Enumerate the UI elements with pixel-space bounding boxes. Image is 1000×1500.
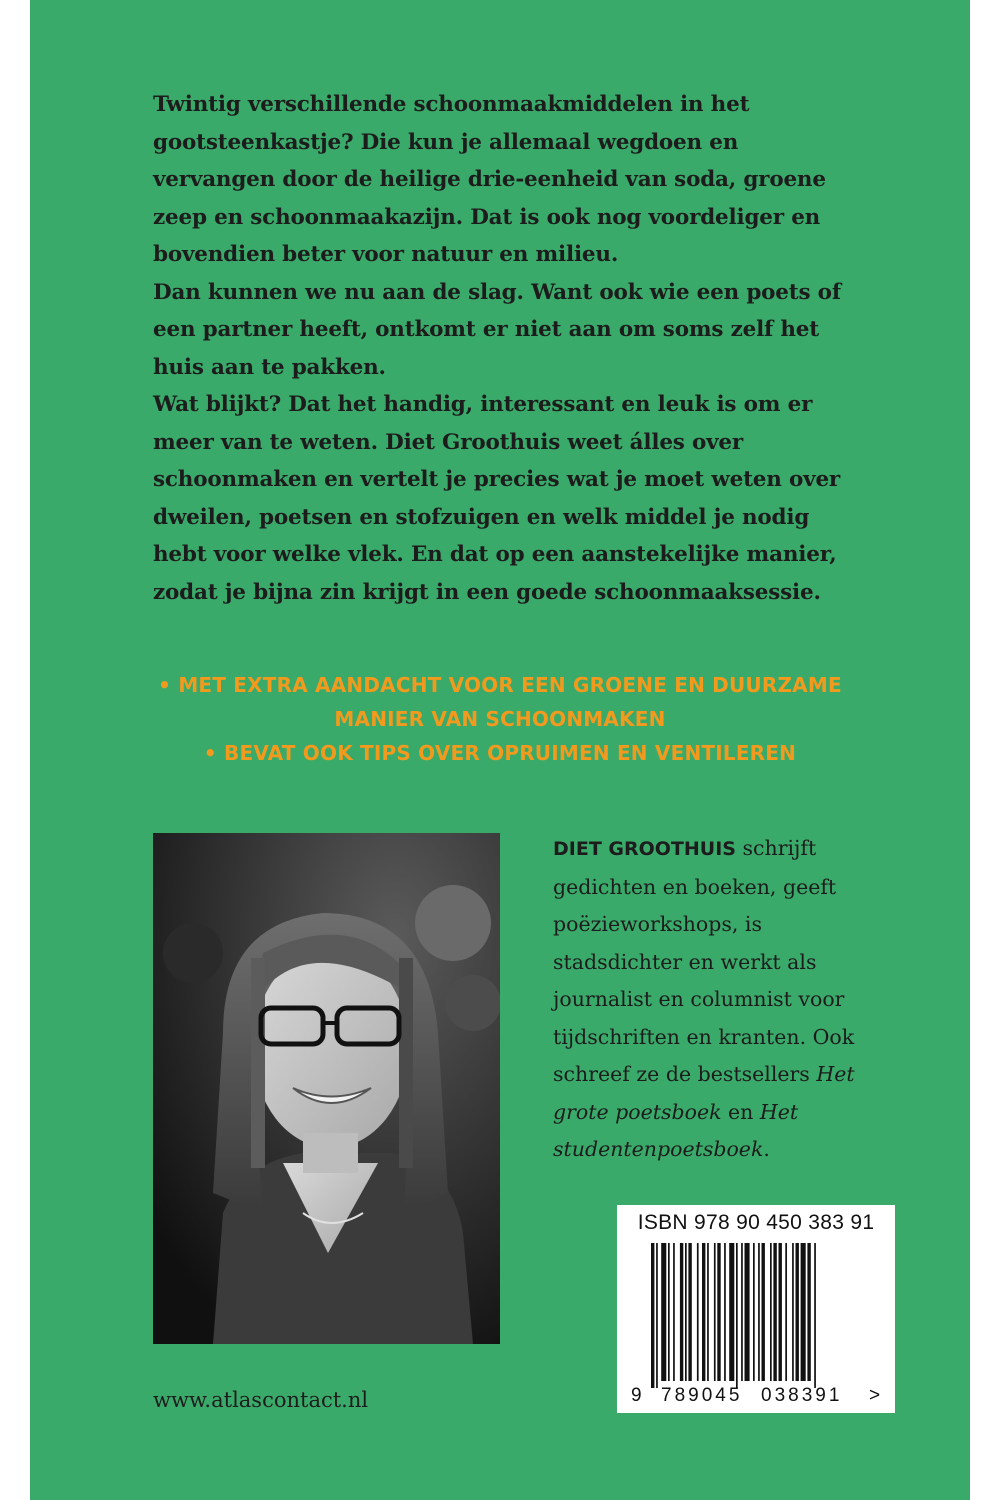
bullet-line: • MET EXTRA AANDACHT VOOR EEN GROENE EN DUURZAME [158, 673, 842, 697]
bullet-line: • BEVAT OOK TIPS OVER OPRUIMEN EN VENTILEREN [203, 741, 797, 765]
barcode-digits-right: 038391 [761, 1385, 843, 1406]
blurb-paragraph: Twintig verschillende schoonmaakmiddelen in het gootsteenkastje? Die kun je allemaal wegdoen en vervangen door de heilige drie-eenheid van soda, groene zeep en schoonmaakazijn. Dat is ook nog voordeliger en bovendien beter voor natuur en milieu. [153, 92, 826, 267]
blurb-paragraph: Wat blijkt? Dat het handig, interessant en leuk is om er meer van te weten. Diet Groothuis weet álles over schoonmaken en vertelt je precies wat je moet weten over dweilen, poetsen en stofzuigen en welk middel je nodig hebt voor welke vlek. En dat op een aanstekelijke manier, zodat je bijna zin krijgt in een goede schoonmaaksessie. [153, 392, 841, 605]
author-photo [153, 833, 500, 1344]
barcode-marker: > [869, 1385, 881, 1406]
barcode-bars [651, 1243, 859, 1388]
feature-bullets [140, 668, 860, 770]
barcode-digit-first: 9 [631, 1385, 642, 1406]
blurb-text [153, 86, 853, 611]
isbn-number: ISBN 978 90 450 383 91 [637, 1211, 875, 1234]
bio-text: en [721, 1099, 760, 1124]
bio-text: schrijft gedichten en boeken, geeft poëzieworkshops, is stadsdichter en werkt als journalist en columnist voor tijdschriften en kranten. Ook schreef ze de bestsellers [553, 836, 855, 1086]
author-name: DIET GROOTHUIS [553, 838, 736, 860]
isbn-barcode [617, 1205, 895, 1413]
book-title: Het studentenpoetsboek [553, 1099, 799, 1161]
book-title: Het grote poetsboek [553, 1062, 855, 1124]
blurb-paragraph: Dan kunnen we nu aan de slag. Want ook wie een poets of een partner heeft, ontkomt er niet aan om soms zelf het huis aan te pakken. [153, 279, 841, 380]
bullet-line: MANIER VAN SCHOONMAKEN [334, 707, 666, 731]
publisher-website: www.atlascontact.nl [153, 1388, 369, 1412]
author-bio [553, 830, 873, 1169]
barcode-digits-left: 789045 [661, 1385, 743, 1406]
bio-text: . [763, 1137, 770, 1161]
